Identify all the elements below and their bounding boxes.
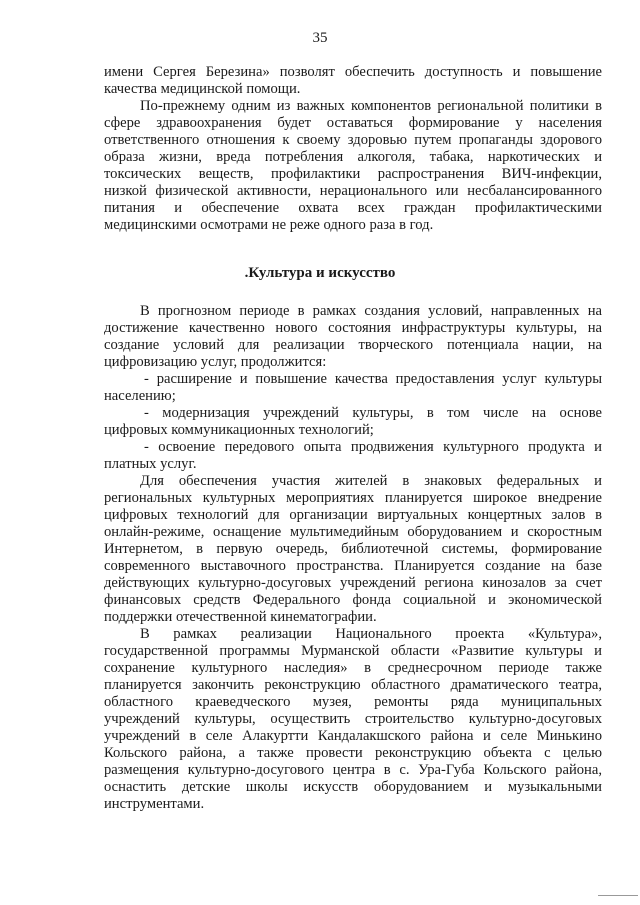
text-line: - модернизация учреждений культуры, в том числе на основе [144, 405, 602, 421]
text-line: онлайн-режиме, оснащение мультимедийным оборудованием и скоростным [104, 524, 602, 540]
text-line: населению; [104, 388, 176, 404]
text-line: - расширение и повышение качества предоставления услуг культуры [144, 371, 602, 387]
text-line: цифровизацию услуг, продолжится: [104, 354, 327, 370]
text-line: учреждений культуры, осуществить строительство культурно-досуговых [104, 711, 602, 727]
text-line: региональных культурных мероприятиях планируется широкое внедрение [104, 490, 602, 506]
text-line: качества медицинской помощи. [104, 81, 301, 97]
text-line: сохранение культурного наследия» в среднесрочном периоде также [104, 660, 602, 676]
text-line: областного краеведческого музея, ремонты ряда муниципальных [104, 694, 602, 710]
text-line: цифровых технологий для организации виртуальных концертных залов в [104, 507, 602, 523]
scan-artifact [598, 895, 638, 896]
text-line: действующих культурно-досуговых учреждений региона кинозалов за счет [104, 575, 602, 591]
page-number: 35 [312, 30, 328, 46]
section-title: .Культура и искусство [244, 265, 396, 281]
text-line: учреждений в селе Алакуртти Кандалакшского района и селе Минькино [104, 728, 602, 744]
text-line: В прогнозном периоде в рамках создания условий, направленных на [140, 303, 602, 319]
text-line: планируется закончить реконструкцию областного драматического театра, [104, 677, 602, 693]
text-line: достижение качественно нового состояния инфраструктуры культуры, на [104, 320, 602, 336]
text-line: платных услуг. [104, 456, 197, 472]
text-line: Интернетом, в первую очередь, библиотечной системы, формирование [104, 541, 602, 557]
text-line: оснастить детские школы искусств оборудованием и музыкальными [104, 779, 602, 795]
text-line: поддержки отечественной кинематографии. [104, 609, 377, 625]
text-line: создание условий для реализации творческого потенциала нации, на [104, 337, 602, 353]
text-line: цифровых коммуникационных технологий; [104, 422, 374, 438]
text-line: государственной программы Мурманской области «Развитие культуры и [104, 643, 602, 659]
text-line: низкой физической активности, нерационального или несбалансированного [104, 183, 602, 199]
text-line: Кольского района, а также провести реконструкцию объекта с целью [104, 745, 602, 761]
text-line: финансовых средств Федерального фонда социальной и экономической [104, 592, 602, 608]
text-line: сфере здравоохранения будет оставаться формирование у населения [104, 115, 602, 131]
text-line: токсических веществ, профилактики распространения ВИЧ-инфекции, [104, 166, 602, 182]
text-line: имени Сергея Березина» позволят обеспечить доступность и повышение [104, 64, 602, 80]
text-line: современного выставочного пространства. Планируется создание на базе [104, 558, 602, 574]
text-line: размещения культурно-досугового центра в с. Ура-Губа Кольского района, [104, 762, 602, 778]
text-line: питания и обеспечение охвата всех граждан профилактическими [104, 200, 602, 216]
text-line: образа жизни, вреда потребления алкоголя, табака, наркотических и [104, 149, 602, 165]
text-line: медицинскими осмотрами не реже одного раза в год. [104, 217, 434, 233]
text-line: В рамках реализации Национального проекта «Культура», [140, 626, 602, 642]
text-line: - освоение передового опыта продвижения культурного продукта и [144, 439, 602, 455]
text-line: Для обеспечения участия жителей в знаковых федеральных и [140, 473, 602, 489]
text-line: ответственного отношения к своему здоровью путем пропаганды здорового [104, 132, 602, 148]
text-line: По-прежнему одним из важных компонентов региональной политики в [140, 98, 602, 114]
text-line: инструментами. [104, 796, 205, 812]
